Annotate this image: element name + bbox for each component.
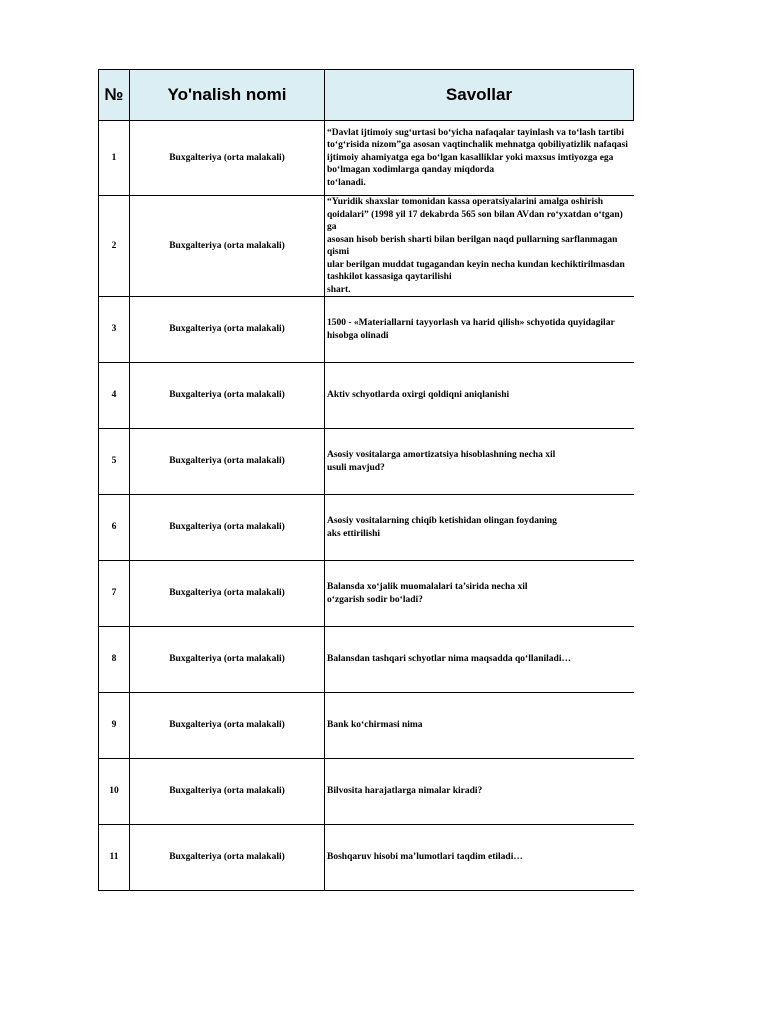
row-number: 6 bbox=[99, 495, 130, 561]
row-question: Balansdan tashqari schyotlar nima maqsadda qo‘llaniladi… bbox=[325, 627, 634, 693]
row-direction: Buxgalteriya (orta malakali) bbox=[130, 121, 325, 196]
row-direction: Buxgalteriya (orta malakali) bbox=[130, 196, 325, 297]
row-direction: Buxgalteriya (orta malakali) bbox=[130, 561, 325, 627]
row-direction: Buxgalteriya (orta malakali) bbox=[130, 759, 325, 825]
row-question: Asosiy vositalarning chiqib ketishidan olingan foydaning aks ettirilishi bbox=[325, 495, 634, 561]
row-question: Aktiv schyotlarda oxirgi qoldiqni aniqlanishi bbox=[325, 363, 634, 429]
row-number: 10 bbox=[99, 759, 130, 825]
row-direction: Buxgalteriya (orta malakali) bbox=[130, 297, 325, 363]
table-row bbox=[99, 121, 634, 196]
row-question: Bilvosita harajatlarga nimalar kiradi? bbox=[325, 759, 634, 825]
row-question: “Yuridik shaxslar tomonidan kassa operatsiyalarini amalga oshirish qoidalari” (1998 yil 17 dekabrda 565 son bilan AVdan ro‘yxatdan o‘tgan) ga asosan hisob berish sharti bilan berilgan naqd pullarning sarflanmagan qismi ular berilgan muddat tugagandan keyin necha kundan kechiktirilmasdan tashkilot kassasiga qaytarilishi shart. bbox=[325, 196, 634, 297]
row-number: 4 bbox=[99, 363, 130, 429]
header-questions: Savollar bbox=[325, 70, 634, 121]
row-question: Asosiy vositalarga amortizatsiya hisoblashning necha xil usuli mavjud? bbox=[325, 429, 634, 495]
table-row bbox=[99, 196, 634, 297]
row-number: 5 bbox=[99, 429, 130, 495]
header-direction-name: Yo'nalish nomi bbox=[130, 70, 325, 121]
row-number: 9 bbox=[99, 693, 130, 759]
row-number: 8 bbox=[99, 627, 130, 693]
table-header-row bbox=[99, 70, 634, 121]
row-question: Bank ko‘chirmasi nima bbox=[325, 693, 634, 759]
row-number: 11 bbox=[99, 825, 130, 891]
table-row bbox=[99, 363, 634, 429]
table-row bbox=[99, 495, 634, 561]
row-number: 1 bbox=[99, 121, 130, 196]
row-direction: Buxgalteriya (orta malakali) bbox=[130, 363, 325, 429]
table-row bbox=[99, 825, 634, 891]
row-question: 1500 - «Materiallarni tayyorlash va harid qilish» schyotida quyidagilar hisobga olinadi bbox=[325, 297, 634, 363]
header-number: № bbox=[99, 70, 130, 121]
row-number: 2 bbox=[99, 196, 130, 297]
row-direction: Buxgalteriya (orta malakali) bbox=[130, 693, 325, 759]
row-question: “Davlat ijtimoiy sug‘urtasi bo‘yicha nafaqalar tayinlash va to‘lash tartibi to‘g‘risida nizom”ga asosan vaqtinchalik mehnatga qobiliyatizlik nafaqasi ijtimoiy ahamiyatga ega bo‘lgan kasalliklar yoki maxsus imtiyozga ega bo‘lmagan xodimlarga qanday miqdorda to‘lanadi. bbox=[325, 121, 634, 196]
table-row bbox=[99, 759, 634, 825]
table-row bbox=[99, 627, 634, 693]
table-row bbox=[99, 297, 634, 363]
table-row bbox=[99, 429, 634, 495]
row-direction: Buxgalteriya (orta malakali) bbox=[130, 495, 325, 561]
row-number: 3 bbox=[99, 297, 130, 363]
row-direction: Buxgalteriya (orta malakali) bbox=[130, 627, 325, 693]
row-question: Boshqaruv hisobi ma’lumotlari taqdim etiladi… bbox=[325, 825, 634, 891]
table-row bbox=[99, 561, 634, 627]
row-direction: Buxgalteriya (orta malakali) bbox=[130, 429, 325, 495]
table-row bbox=[99, 693, 634, 759]
row-direction: Buxgalteriya (orta malakali) bbox=[130, 825, 325, 891]
row-question: Balansda xo‘jalik muomalalari ta’sirida necha xil o‘zgarish sodir bo‘ladi? bbox=[325, 561, 634, 627]
questions-table bbox=[98, 69, 634, 891]
row-number: 7 bbox=[99, 561, 130, 627]
